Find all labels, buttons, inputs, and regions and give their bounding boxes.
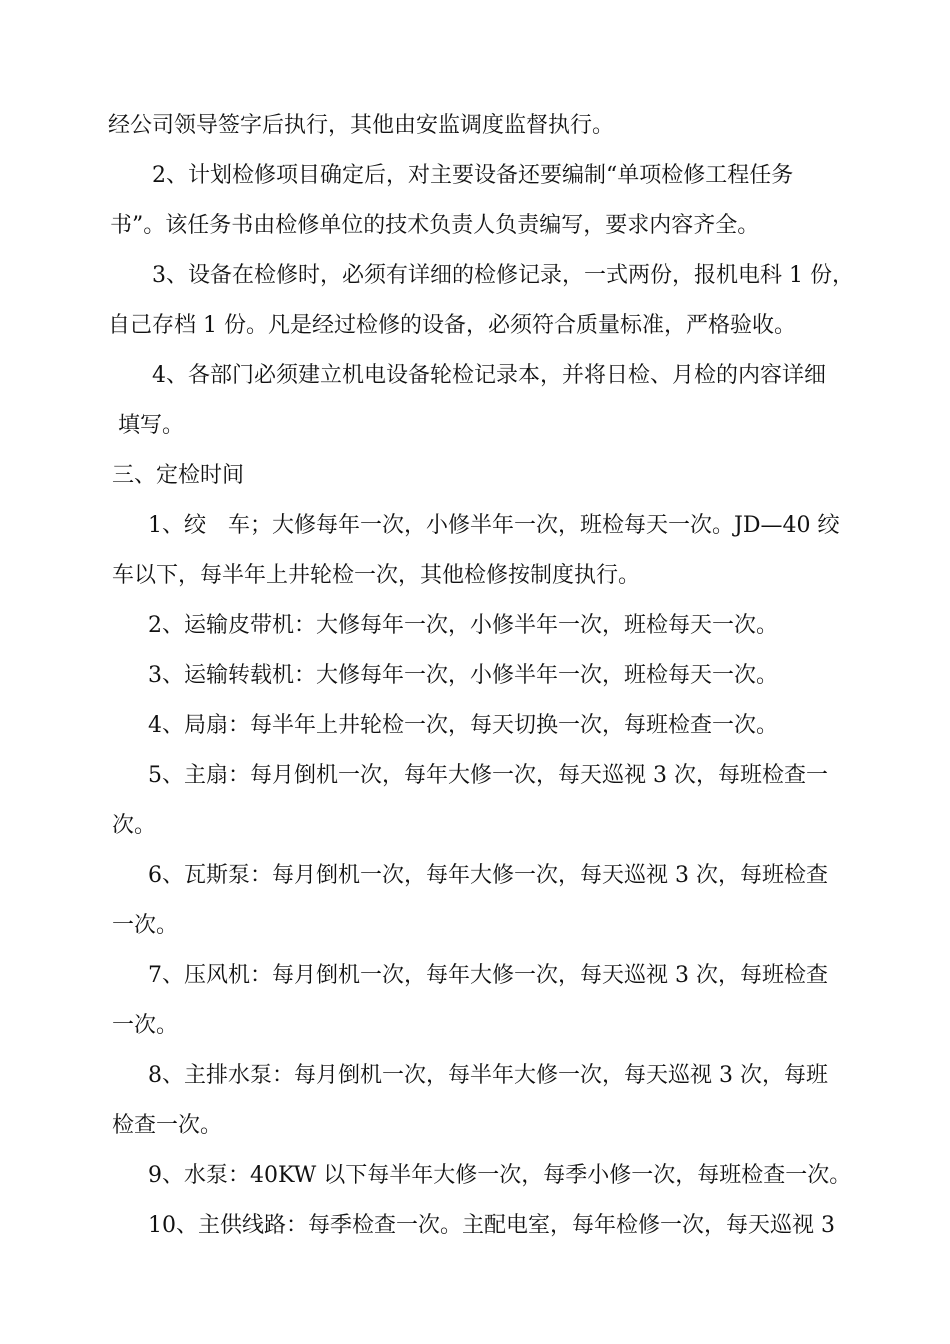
text-line: 3、运输转载机：大修每年一次，小修半年一次，班检每天一次。 — [148, 663, 778, 688]
text-line: 3、设备在检修时，必须有详细的检修记录，一式两份，报机电科 1 份， — [152, 263, 854, 288]
text-line: 一次。 — [112, 1013, 179, 1038]
text-line: 4、各部门必须建立机电设备轮检记录本，并将日检、月检的内容详细 — [152, 363, 826, 388]
text-line: 自己存档 1 份。凡是经过检修的设备，必须符合质量标准，严格验收。 — [108, 313, 796, 338]
text-line: 9、水泵：40KW 以下每半年大修一次，每季小修一次，每班检查一次。 — [148, 1163, 852, 1188]
text-line: 4、局扇：每半年上井轮检一次，每天切换一次，每班检查一次。 — [148, 713, 778, 738]
text-line: 6、瓦斯泵：每月倒机一次，每年大修一次，每天巡视 3 次，每班检查 — [148, 863, 828, 888]
text-line: 5、主扇：每月倒机一次，每年大修一次，每天巡视 3 次，每班检查一 — [148, 763, 828, 788]
text-line: 检查一次。 — [112, 1113, 223, 1138]
text-line: 填写。 — [118, 413, 185, 438]
text-line: 一次。 — [112, 913, 179, 938]
text-line: 10、主供线路：每季检查一次。主配电室，每年检修一次，每天巡视 3 — [148, 1213, 835, 1238]
text-line: 7、压风机：每月倒机一次，每年大修一次，每天巡视 3 次，每班检查 — [148, 963, 828, 988]
text-line: 2、计划检修项目确定后，对主要设备还要编制“单项检修工程任务 — [152, 163, 794, 188]
text-line: 次。 — [112, 813, 157, 838]
text-line: 8、主排水泵：每月倒机一次，每半年大修一次，每天巡视 3 次，每班 — [148, 1063, 828, 1088]
text-line: 书”。该任务书由检修单位的技术负责人负责编写，要求内容齐全。 — [110, 213, 760, 238]
text-line: 车以下，每半年上井轮检一次，其他检修按制度执行。 — [112, 563, 641, 588]
section-heading: 三、定检时间 — [112, 463, 245, 488]
text-line: 经公司领导签字后执行，其他由安监调度监督执行。 — [108, 113, 615, 138]
text-line: 2、运输皮带机：大修每年一次，小修半年一次，班检每天一次。 — [148, 613, 778, 638]
text-line: 1、绞 车；大修每年一次，小修半年一次，班检每天一次。JD—40 绞 — [148, 513, 840, 538]
